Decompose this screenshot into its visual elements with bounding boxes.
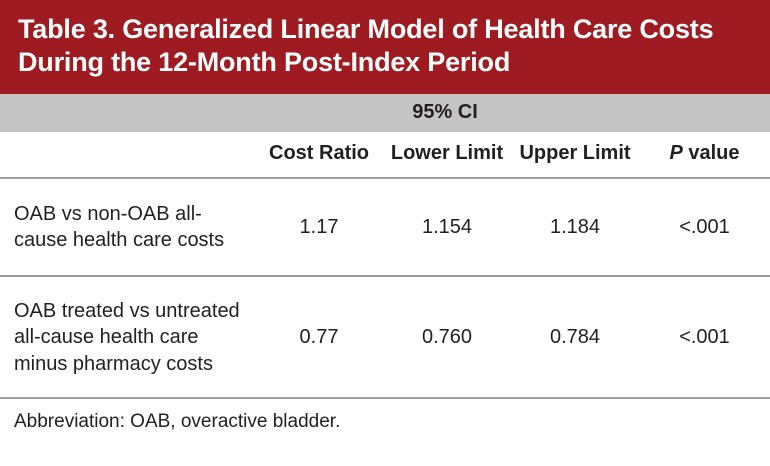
group-header-ci-label: 95% CI xyxy=(412,101,478,124)
column-header-cost-ratio: Cost Ratio xyxy=(269,141,369,164)
cell-p-value: <.001 xyxy=(679,215,730,238)
p-value-word: value xyxy=(682,141,740,164)
cell-cost-ratio: 0.77 xyxy=(299,325,339,348)
cell-lower-limit: 1.154 xyxy=(421,215,473,238)
cell-upper-limit: 1.184 xyxy=(549,215,601,238)
column-header-lower-limit: Lower Limit xyxy=(390,141,504,164)
column-header-upper-limit: Upper Limit xyxy=(519,141,631,164)
cell-upper-limit: 0.784 xyxy=(549,325,601,348)
column-header-p-value xyxy=(639,132,770,178)
row-label: OAB treated vs untreated all-cause health care minus pharmacy costs xyxy=(14,299,240,375)
table-footnote: Abbreviation: OAB, overactive bladder. xyxy=(14,411,341,433)
cell-cost-ratio: 1.17 xyxy=(299,215,339,238)
column-header-row-label xyxy=(0,132,255,178)
table-row xyxy=(0,179,770,277)
p-value-italic-p: P xyxy=(669,141,683,164)
group-header-row xyxy=(0,94,770,132)
table-row xyxy=(0,277,770,399)
row-label: OAB vs non-OAB all-cause health care costs xyxy=(14,203,225,252)
cell-lower-limit: 0.760 xyxy=(421,325,473,348)
cell-p-value: <.001 xyxy=(679,325,730,348)
table-title: Table 3. Generalized Linear Model of Health Care Costs During the 12-Month Post-Index Period xyxy=(0,0,770,94)
column-header-row xyxy=(0,132,770,180)
